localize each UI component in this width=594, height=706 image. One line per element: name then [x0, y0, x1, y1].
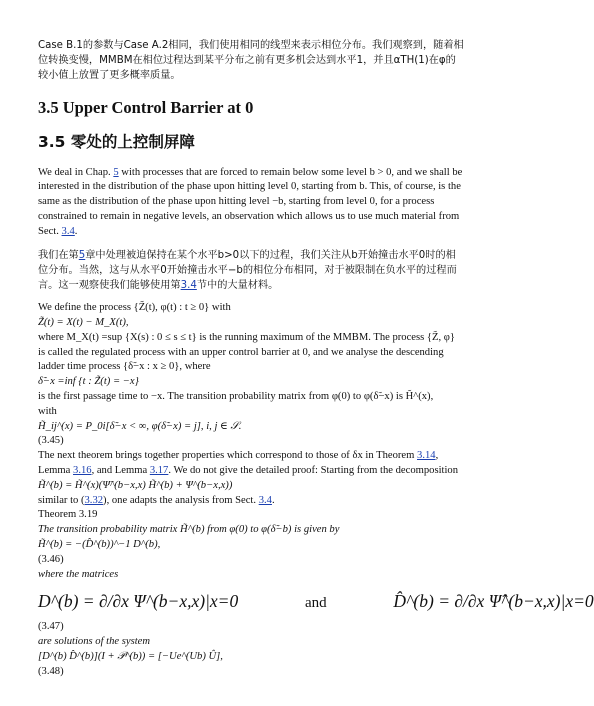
- transition-matrix-equation: H̃_ij^(x) = P_0i[δ̃−x < ∞, φ(δ̃−x) = j], i, j ∈ 𝒮.: [38, 420, 242, 432]
- with-text: with: [38, 405, 57, 417]
- and-word: and: [304, 595, 327, 612]
- d-hat-b-definition: D̂^(b) = ∂/∂x Ψ̂^(b−x,x)|x=0: [393, 591, 594, 612]
- equation-number-346: (3.46): [38, 553, 64, 565]
- text-run: .: [74, 225, 78, 237]
- display-equation-347: [38, 588, 594, 616]
- theorem-link-314[interactable]: 3.14: [417, 450, 436, 462]
- text-run: 章中处理被迫保持在某个水平b>0以下的过程，我们关注从b开始撞击水平0时的相位分布。当然，这与从水平0开始撞击水平−b的相位分布相同，对于被限制在负水平的过程而言。这一观察使我们能够使用第: [38, 249, 457, 291]
- text-run: .: [271, 494, 275, 506]
- system-block: [38, 620, 464, 679]
- chapter-link-cn[interactable]: 5: [78, 249, 86, 261]
- text-run: The next theorem brings together properties which correspond to those of δx in Theorem: [38, 450, 418, 462]
- intro-paragraph-cn: Case B.1的参数与Case A.2相同，我们使用相同的线型来表示相位分布。我们观察到，随着相位转换变慢，MMBM在相位过程达到某平分布之前有更多机会达到水平1，并且αTH(1)在φ的较小值上放置了更多概率质量。: [38, 40, 464, 82]
- equation-346: H̃^(b) = −(D̂^(b))^−1 D^(b),: [38, 538, 161, 550]
- paragraph-1-cn: [38, 248, 464, 294]
- equation-348: [D^(b) D̂^(b)](I + 𝒫^(b)) = [−Ue^(Ub) Û],: [38, 650, 223, 662]
- define-process-line: We define the process {Z̃(t), φ(t) : t ≥ 0} with: [38, 302, 231, 314]
- equation-link-332[interactable]: 3.32: [84, 494, 104, 506]
- decomposition-equation: H̃^(b) = H̃^(x)(Ψ̃^(b−x,x) H̃^(b) + Ψ^(b−x,x)): [38, 479, 233, 491]
- theorem-statement: The transition probability matrix H̃^(b) from φ(0) to φ(δ̃−b) is given by: [38, 524, 340, 536]
- text-run: ), one adapts the analysis from Sect.: [103, 494, 259, 506]
- definition-block: [38, 301, 464, 449]
- first-passage-text: is the first passage time to −x. The transition probability matrix from φ(0) to φ(δ̃−x) is H̃^(x),: [38, 390, 434, 402]
- solutions-text: are solutions of the system: [38, 636, 151, 648]
- text-run: 我们在第: [38, 249, 79, 261]
- chapter-link[interactable]: 5: [113, 166, 119, 178]
- running-maximum-text: where M_X(t) =sup {X(s) : 0 ≤ s ≤ t} is the running maximum of the MMBM. The process {Z̃, φ} is called the regulated process with an upper control barrier at 0, and we analyse the descending ladder time process {δ̃−x : x ≥ 0}, where: [38, 331, 455, 373]
- lemma-link-317[interactable]: 3.17: [149, 464, 169, 476]
- text-run: 节中的大量材料。: [196, 280, 279, 291]
- text-run: with processes that are forced to remain below some level b > 0, and we shall be interested in the distribution of the phase upon hitting level 0, starting from b. This, of course, is the same as the distribution of the phase upon hitting level −b, starting from level 0, for a process constrained to remain in negative levels, an observation which allows us to use much material from Sect.: [38, 166, 463, 237]
- section-link-34[interactable]: 3.4: [258, 494, 272, 506]
- section-heading-en: 3.5 Upper Control Barrier at 0: [38, 97, 254, 117]
- equation-number-345: (3.45): [38, 435, 64, 447]
- text-run: similar to (: [38, 494, 85, 506]
- section-heading-cn: 3.5 零处的上控制屏障: [38, 132, 195, 151]
- section-link-cn[interactable]: 3.4: [180, 280, 197, 291]
- text-run: . We do not give the detailed proof: Starting from the decomposition: [168, 464, 458, 476]
- text-run: We deal in Chap.: [38, 166, 114, 178]
- paragraph-1: [38, 166, 464, 240]
- d-b-definition: D^(b) = ∂/∂x Ψ^(b−x,x)|x=0: [38, 591, 239, 612]
- equation-number-348: (3.48): [38, 665, 64, 677]
- next-theorem-text: [38, 449, 464, 479]
- text-run: , Lemma: [38, 450, 439, 476]
- similar-text: [38, 494, 464, 509]
- ladder-time-equation: δ̃−x =inf {t : Z̃(t) = −x}: [38, 376, 139, 388]
- where-matrices-text: where the matrices: [38, 568, 119, 580]
- section-link[interactable]: 3.4: [61, 225, 75, 237]
- equation-number-347: (3.47): [38, 621, 64, 633]
- lemma-link-316[interactable]: 3.16: [73, 464, 92, 476]
- text-run: , and Lemma: [91, 464, 150, 476]
- theorem-label: Theorem 3.19: [38, 509, 98, 521]
- regulated-process-equation: Z̃(t) = X(t) − M_X(t),: [38, 317, 129, 328]
- paragraph-3: [38, 449, 464, 582]
